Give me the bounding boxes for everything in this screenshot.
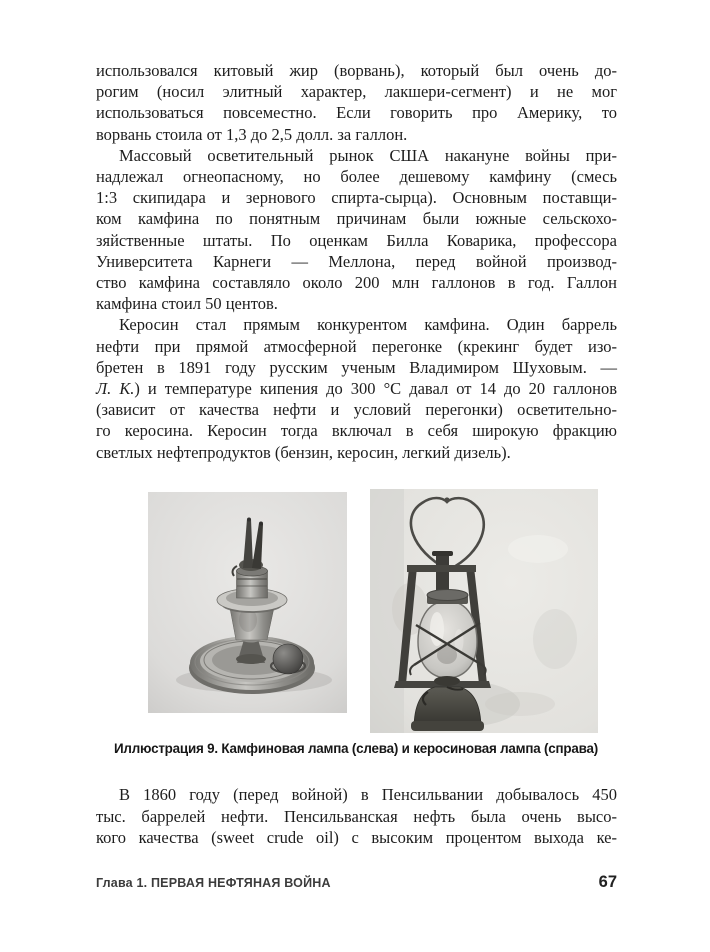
- text-line: Массовый осветительный рынок США накануне войны при-: [119, 145, 617, 165]
- text-line: (зависит от качества нефти и условий перегонки) осветительно-: [96, 400, 617, 420]
- text-line: надлежал огнеопасному, но более дешевому камфину (смесь: [96, 167, 617, 187]
- author-note-initials: Л. К.: [96, 379, 135, 399]
- paragraph-4: [96, 784, 617, 849]
- text-line: ком камфина по понятным причинам были южные сельскохо-: [96, 209, 617, 229]
- text-line: го керосина. Керосин тогда включал в себя широкую фракцию: [96, 421, 617, 441]
- text-line: тыс. баррелей нефти. Пенсильванская нефть была очень высо-: [96, 806, 617, 826]
- text-line: 1:3 скипидара и зернового спирта-сырца). Основным поставщи-: [96, 188, 617, 208]
- text-line: Университета Карнеги — Меллона, перед войной производ-: [96, 251, 617, 271]
- figure-caption: Иллюстрация 9. Камфиновая лампа (слева) и керосиновая лампа (справа): [113, 741, 599, 756]
- text-line: камфина стоил 50 центов.: [96, 294, 278, 314]
- text-line: нефти при прямой атмосферной перегонке (крекинг будет изо-: [96, 336, 617, 356]
- text-line: В 1860 году (перед войной) в Пенсильвании добывалось 450: [119, 785, 617, 804]
- text-line: светлых нефтепродуктов (бензин, керосин, легкий дизель).: [96, 442, 511, 462]
- kerosene-lantern-photo: [370, 489, 598, 733]
- text-line: зяйственные штаты. По оценкам Билла Коварика, профессора: [96, 230, 617, 250]
- text-line: рогим (носил элитный характер, лакшери-сегмент) и не мог: [96, 82, 617, 102]
- paragraph-3: [96, 314, 617, 462]
- paragraph-2: [96, 145, 617, 315]
- paragraph-1: [96, 60, 617, 145]
- camphine-lamp-photo: [148, 492, 347, 713]
- text-line: ство камфина составляло около 200 млн галлонов в год. Галлон: [96, 273, 617, 293]
- page-number: 67: [598, 873, 617, 891]
- text-line: [96, 378, 617, 399]
- text-line: кого качества (sweet crude oil) с высоким процентом выхода ке-: [96, 828, 617, 848]
- text-line: Керосин стал прямым конкурентом камфина. Один баррель: [119, 315, 617, 335]
- text-line-continuation: ) и температуре кипения до 300 °С давал от 14 до 20 галлонов: [134, 379, 617, 399]
- text-line: ворвань стоила от 1,3 до 2,5 долл. за галлон.: [96, 124, 408, 144]
- page-footer: [96, 873, 617, 892]
- text-line: использоваться повсеместно. Если говорить про Америку, то: [96, 103, 617, 123]
- body-text: [96, 60, 617, 463]
- text-line: бретен в 1891 году русским ученым Владимиром Шуховым. —: [96, 357, 617, 377]
- text-line: использовался китовый жир (ворвань), который был очень до-: [96, 61, 617, 80]
- chapter-title: Глава 1. ПЕРВАЯ НЕФТЯНАЯ ВОЙНА: [96, 876, 331, 890]
